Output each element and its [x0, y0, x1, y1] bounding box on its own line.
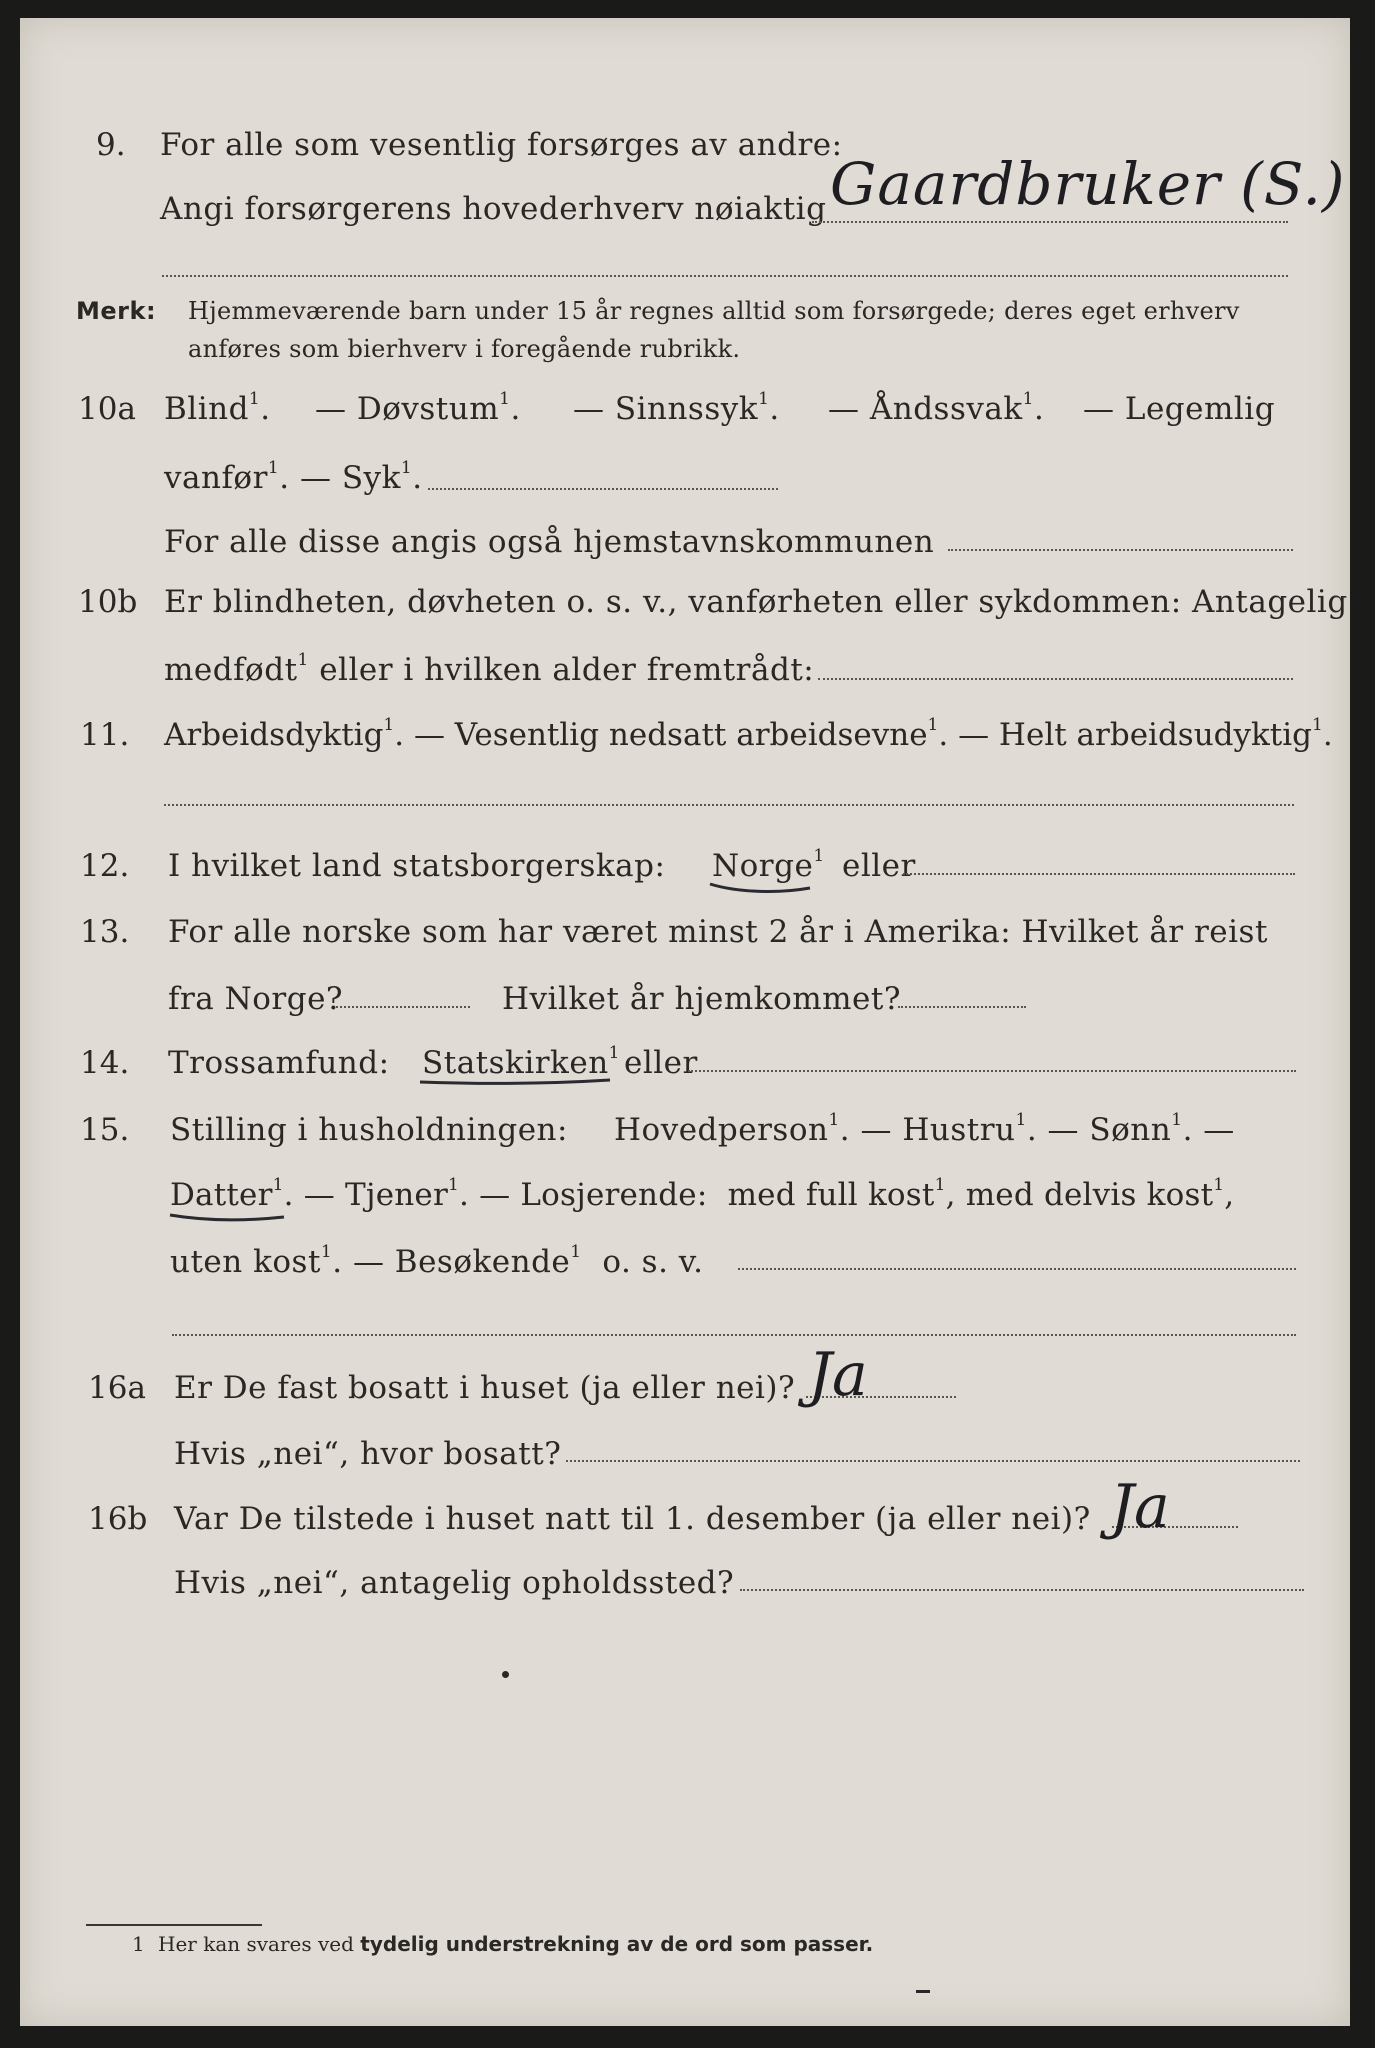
- q11-number: 11.: [80, 717, 130, 753]
- q16b-line2: Hvis „nei“, antagelig opholdssted?: [174, 1565, 735, 1601]
- q10b-line1: Er blindheten, døvheten o. s. v., vanførheten eller sykdommen: Antagelig: [164, 584, 1348, 620]
- q10a-vanfor: vanfør$^1$. — Syk$^1$.: [164, 458, 423, 496]
- footnote-mark: 1: [132, 1932, 145, 1956]
- q9-line2: Angi forsørgerens hovederhverv nøiaktig: [160, 191, 827, 227]
- q10b-line2: medfødt$^1$ eller i hvilken alder fremtrådt:: [164, 650, 815, 688]
- q15-line1-options: Hovedperson$^1$. — Hustru$^1$. — Sønn$^1$. —: [614, 1110, 1235, 1148]
- q13-line1: For alle norske som har været minst 2 år i Amerika: Hvilket år reist: [168, 914, 1268, 950]
- q15-number: 15.: [80, 1112, 130, 1148]
- q13-hjemkommet-line: [898, 1006, 1026, 1008]
- q12-norge-underline: [706, 878, 816, 898]
- q12-number: 12.: [80, 848, 130, 884]
- q16a-bosatt-line: [566, 1460, 1300, 1462]
- q9-handwritten-answer: Gaardbruker (S.): [830, 150, 1346, 218]
- q15-extra-line: [172, 1334, 1296, 1336]
- q10a-blind: Blind$^1$.: [164, 389, 271, 427]
- q13-number: 13.: [80, 914, 130, 950]
- ink-mark: [916, 1990, 930, 1993]
- q11-extra-line: [164, 804, 1294, 806]
- q13-line2b: Hvilket år hjemkommet?: [502, 981, 901, 1017]
- q11-line: Arbeidsdyktig$^1$. — Vesentlig nedsatt arbeidsevne$^1$. — Helt arbeidsudyktig$^1$.: [164, 715, 1333, 753]
- q14-number: 14.: [80, 1045, 130, 1081]
- q15-osv-line: [738, 1268, 1296, 1270]
- q10a-syk-line: [428, 488, 778, 490]
- q9-line1: For alle som vesentlig forsørges av andre:: [160, 127, 843, 163]
- q10a-dovstum: — Døvstum$^1$.: [315, 389, 521, 427]
- q10a-kommune-line: [948, 549, 1293, 551]
- q12-answer-line: [903, 873, 1295, 875]
- q14-statskirken-underline: [416, 1074, 616, 1090]
- q14-answer-line: [688, 1070, 1296, 1072]
- q14-tail: eller: [624, 1045, 698, 1081]
- ink-dot: [502, 1671, 509, 1678]
- q13-reist-line: [336, 1006, 470, 1008]
- q16a-number: 16a: [88, 1370, 146, 1406]
- q12-option-norge: Norge$^1$: [712, 846, 825, 884]
- q15-datter-underline: [166, 1209, 290, 1225]
- q10a-andssvak: — Åndssvak$^1$.: [828, 389, 1045, 427]
- merk-line1: Hjemmeværende barn under 15 år regnes alltid som forsørgede; deres eget erhverv: [188, 297, 1240, 325]
- q10b-alder-line: [818, 678, 1293, 680]
- q10a-line3: For alle disse angis også hjemstavnskommunen: [164, 524, 935, 560]
- q10a-sinnssyk: — Sinnssyk$^1$.: [573, 389, 780, 427]
- q10a-number: 10a: [78, 391, 136, 427]
- q14-text: Trossamfund:: [168, 1045, 390, 1081]
- merk-line2: anføres som bierhverv i foregående rubrikk.: [188, 335, 741, 363]
- footnote-rule: [86, 1924, 262, 1926]
- q16a-handwritten-answer: Ja: [808, 1340, 868, 1410]
- q13-line2a: fra Norge?: [168, 981, 344, 1017]
- q9-number: 9.: [96, 127, 126, 163]
- q16b-opholdssted-line: [740, 1589, 1304, 1591]
- q16a-line1: Er De fast bosatt i huset (ja eller nei)?: [174, 1370, 796, 1406]
- q10b-number: 10b: [78, 584, 138, 620]
- footnote-text: Her kan svares ved tydelig understrekning av de ord som passer.: [158, 1932, 874, 1956]
- q10a-legemlig: — Legemlig: [1083, 391, 1276, 427]
- merk-label: Merk:: [76, 297, 157, 325]
- q15-line2: Datter$^1$. — Tjener$^1$. — Losjerende: med full kost$^1$, med delvis kost$^1$,: [170, 1175, 1235, 1213]
- q9-extra-line: [162, 275, 1288, 277]
- q14-option-statskirken: Statskirken$^1$: [422, 1043, 620, 1081]
- q16b-line1: Var De tilstede i huset natt til 1. desember (ja eller nei)?: [174, 1501, 1091, 1537]
- q12-text: I hvilket land statsborgerskap:: [168, 848, 666, 884]
- q16a-line2: Hvis „nei“, hvor bosatt?: [174, 1436, 562, 1472]
- q16b-handwritten-answer: Ja: [1110, 1472, 1170, 1542]
- q9-answer-line: [812, 221, 1288, 223]
- q15-stilling: Stilling i husholdningen:: [170, 1112, 568, 1148]
- q15-line3: uten kost$^1$. — Besøkende$^1$ o. s. v.: [170, 1242, 704, 1280]
- q12-tail: eller: [842, 848, 916, 884]
- q16b-number: 16b: [88, 1501, 148, 1537]
